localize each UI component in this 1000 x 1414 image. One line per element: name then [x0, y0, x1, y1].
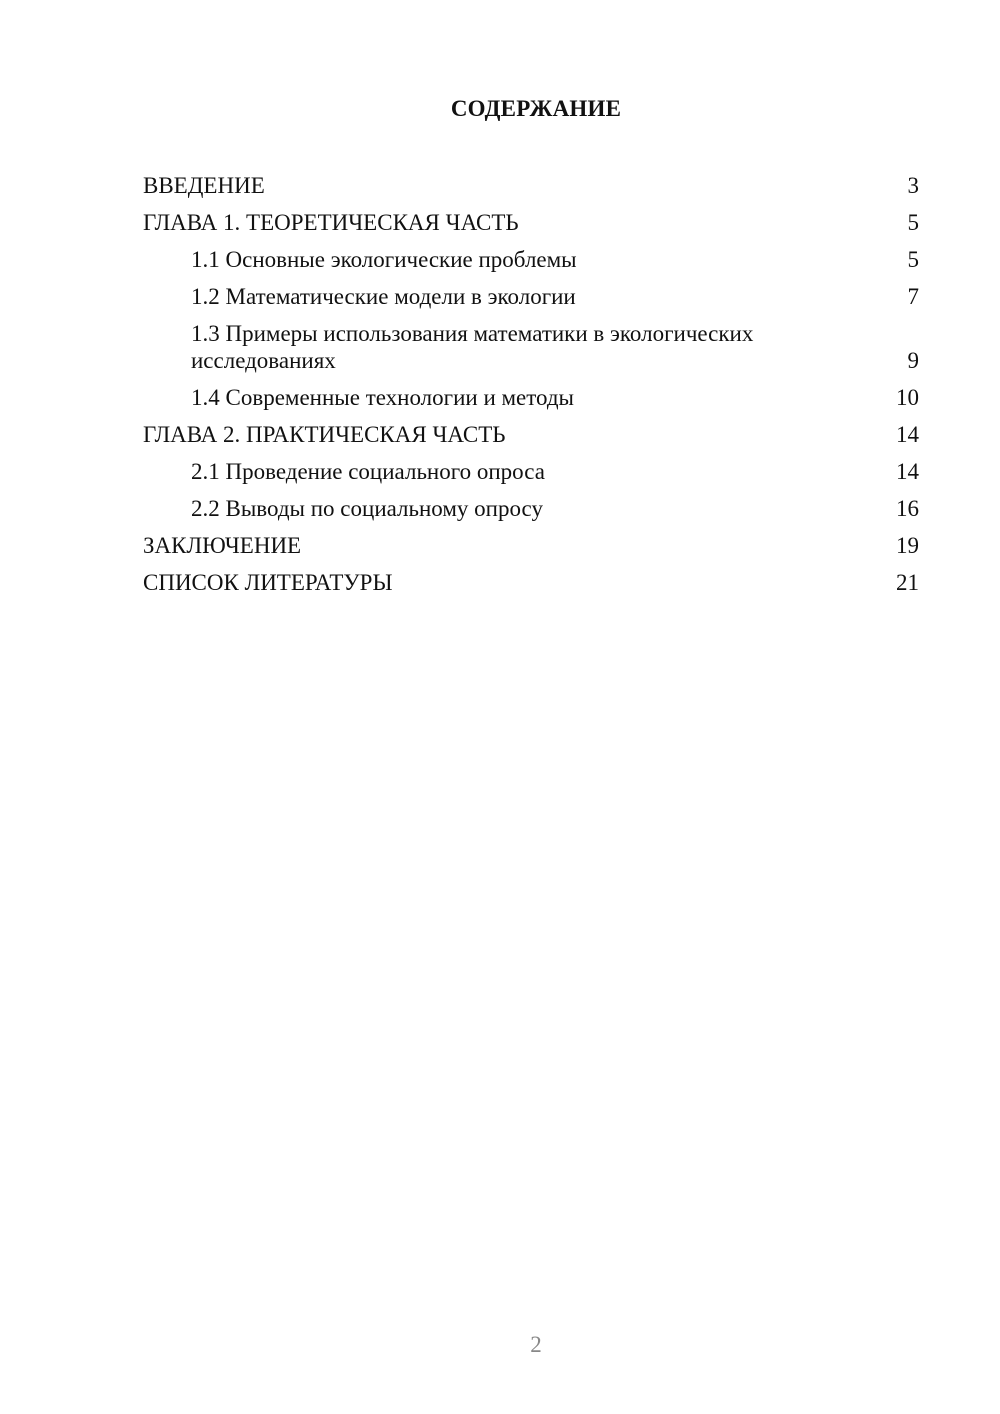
toc-item-page: 14 [896, 422, 919, 447]
toc-item-page: 9 [907, 348, 919, 373]
toc-item-section-1-4[interactable] [143, 380, 919, 417]
toc-item-section-1-2[interactable] [143, 279, 919, 316]
toc-item-page: 14 [896, 459, 919, 484]
toc-item-section-2-2[interactable] [143, 491, 919, 528]
toc-item-page: 16 [896, 496, 919, 521]
toc-item-label: 2.2 Выводы по социальному опросу [191, 496, 543, 521]
toc-item-label: 2.1 Проведение социального опроса [191, 459, 545, 484]
toc-item-conclusion[interactable] [143, 528, 919, 565]
table-of-contents [143, 168, 919, 602]
toc-item-page: 5 [907, 247, 919, 272]
toc-item-section-1-1[interactable] [143, 242, 919, 279]
toc-item-bibliography[interactable] [143, 565, 919, 602]
toc-item-label: 1.1 Основные экологические проблемы [191, 247, 577, 272]
toc-item-label: ГЛАВА 2. ПРАКТИЧЕСКАЯ ЧАСТЬ [143, 422, 506, 447]
toc-item-label: 1.4 Современные технологии и методы [191, 385, 575, 410]
toc-item-label: СПИСОК ЛИТЕРАТУРЫ [143, 570, 393, 595]
toc-item-page: 21 [896, 570, 919, 595]
page-number: 2 [530, 1332, 542, 1357]
toc-item-chapter-2[interactable] [143, 417, 919, 454]
toc-item-label: 1.2 Математические модели в экологии [191, 284, 576, 309]
toc-item-page: 10 [896, 385, 919, 410]
toc-item-introduction[interactable] [143, 168, 919, 205]
toc-item-label: ГЛАВА 1. ТЕОРЕТИЧЕСКАЯ ЧАСТЬ [143, 210, 519, 235]
toc-item-label: 1.3 Примеры использования математики в экологических исследованиях [191, 321, 754, 373]
toc-item-page: 7 [907, 284, 919, 309]
toc-item-chapter-1[interactable] [143, 205, 919, 242]
toc-item-label: ВВЕДЕНИЕ [143, 173, 265, 198]
toc-item-page: 19 [896, 533, 919, 558]
toc-item-section-2-1[interactable] [143, 454, 919, 491]
toc-item-section-1-3[interactable] [143, 316, 919, 380]
toc-item-label: ЗАКЛЮЧЕНИЕ [143, 533, 302, 558]
page-title: СОДЕРЖАНИЕ [450, 96, 622, 121]
toc-item-page: 3 [907, 173, 919, 198]
toc-item-page: 5 [907, 210, 919, 235]
